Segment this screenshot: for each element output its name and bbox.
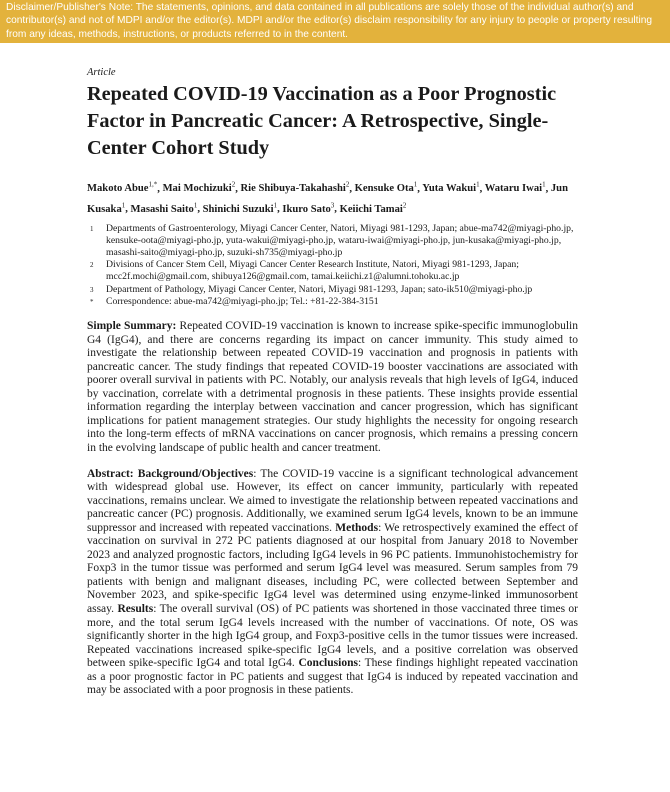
affiliation-item bbox=[87, 223, 578, 260]
author[interactable] bbox=[484, 180, 546, 195]
abstract-methods-heading: Methods bbox=[335, 521, 379, 534]
author-affiliation-marker: 1 bbox=[121, 201, 126, 210]
author[interactable] bbox=[339, 201, 407, 215]
author-name: Mai Mochizuki bbox=[162, 183, 232, 195]
affiliation-number: 2 bbox=[90, 261, 94, 270]
author-name: Ikuro Sato bbox=[282, 203, 331, 215]
author[interactable] bbox=[240, 180, 350, 195]
abstract-background-text: : The COVID-19 vaccine is a significant technological advancement with widespread global use. However, its effect on cancer immunity, particularly with repeated vaccinations, remains unclear. We aimed to investigate the relationship between repeated vaccinations and pancreatic cancer (PC) prognosis. Additionally, we examined serum IgG4 levels, known to be an immune suppressor and increased with repeated vaccinations. bbox=[87, 467, 579, 534]
article-page bbox=[87, 66, 578, 698]
author[interactable] bbox=[354, 180, 418, 195]
author-affiliation-marker: 1 bbox=[413, 180, 418, 189]
author-name: Rie Shibuya-Takahashi bbox=[240, 183, 346, 195]
affiliation-item bbox=[87, 259, 578, 283]
abstract-methods-text: : We retrospectively examined the effect of vaccination on survival in 272 PC patients diagnosed at our hospital from January 2018 to November 2023 and analyzed prognostic factors, including IgG4 levels in 96 PC patients. Immunohistochemistry for Foxp3 in the tumor tissue was performed and serum IgG4 level was measured. Serum samples from 79 patients with benign and malignant diseases, including PC, were collected between September and November 2023, and spike-specific IgG4 level was determined using enzyme-linked immunosorbent assay. bbox=[87, 521, 578, 616]
article-type-label: Article bbox=[87, 67, 116, 78]
author-affiliation-marker: 1,* bbox=[148, 180, 158, 189]
affiliation-number: * bbox=[90, 297, 94, 306]
simple-summary-text: Repeated COVID-19 vaccination is known to increase spike-specific immunoglobulin G4 (IgG4), and there are concerns regarding its impact on cancer immunity. This study aimed to investigate the relationship between repeated COVID-19 vaccination and prognosis in patients with pancreatic cancer. The study findings that repeated COVID-19 booster vaccinations are associated with poorer overall survival in patients with PC. Notably, our analysis reveals that high levels of IgG4, induced by vaccination, correlate with a detrimental prognosis in these patients. These insights provide essential information regarding the interplay between vaccination and cancer progression, which has significant implications for patient management strategies. Our study highlights the necessity for ongoing research into the long-term effects of mRNA vaccinations on cancer prognosis, which remains a pressing concern in the evolving landscape of public health and cancer treatment. bbox=[87, 320, 578, 455]
simple-summary bbox=[87, 320, 578, 455]
author-affiliation-marker: 2 bbox=[231, 180, 236, 189]
affiliation-list bbox=[87, 223, 578, 308]
author-name: Keiichi Tamai bbox=[339, 203, 403, 215]
author[interactable] bbox=[162, 180, 236, 195]
author-affiliation-marker: 1 bbox=[476, 180, 480, 189]
author-affiliation-marker: 2 bbox=[345, 180, 350, 189]
author[interactable] bbox=[130, 201, 198, 215]
affiliation-number: 1 bbox=[90, 224, 94, 233]
author-name: Yuta Wakui bbox=[422, 183, 477, 195]
abstract-heading: Abstract: bbox=[87, 467, 134, 480]
affiliation-number: 3 bbox=[90, 285, 94, 294]
publisher-disclaimer-banner bbox=[0, 0, 670, 43]
article-title: Repeated COVID-19 Vaccination as a Poor Prognostic Factor in Pancreatic Cancer: A Retrospective, Single-Center Cohort Study bbox=[87, 83, 557, 160]
author[interactable] bbox=[282, 201, 335, 215]
author-name: Shinichi Suzuki bbox=[202, 203, 274, 215]
author-name: Wataru Iwai bbox=[484, 183, 543, 195]
affiliation-item bbox=[87, 296, 578, 308]
author-affiliation-marker: 2 bbox=[402, 201, 407, 210]
abstract bbox=[87, 468, 578, 698]
affiliation-text: Correspondence: abue-ma742@miyagi-pho.jp; Tel.: +81-22-384-3151 bbox=[106, 295, 379, 307]
author[interactable] bbox=[422, 180, 480, 195]
abstract-results-heading: Results bbox=[117, 603, 154, 616]
abstract-background-heading: Background/Objectives bbox=[137, 467, 254, 480]
author[interactable] bbox=[202, 201, 278, 215]
author-name: Jun Kusaka bbox=[87, 183, 568, 215]
affiliation-item bbox=[87, 284, 578, 296]
affiliation-text: Divisions of Cancer Stem Cell, Miyagi Cancer Center Research Institute, Natori, Miyagi 981-1293, Japan; mcc2f.mochi@gmail.com, shibuya126@gmail.com, tamai.keiichi.z1@alumni.tohoku.ac.jp bbox=[106, 259, 519, 283]
abstract-conclusions-text: : These findings highlight repeated vaccination as a poor prognostic factor in PC patients and suggest that IgG4 is induced by repeated vaccination and may be associated with a poor prognosis in these patients. bbox=[87, 657, 578, 697]
author-name: Makoto Abue bbox=[87, 183, 149, 195]
author-list: Makoto Abue$^{1,*}$, Mai Mochizuki$^2$, Rie Shibuya-Takahashi$^2$, Kensuke Ota$^1$, Yuta Wakui$^1$, Wataru Iwai$^1$, Jun Kusaka$^1$, Masashi Saito$^1$, Shinichi Suzuki$^1$, Ikuro Sato$^3$, Keiichi Tamai$^2$ bbox=[87, 180, 568, 215]
author-affiliation-marker: 1 bbox=[273, 201, 278, 210]
abstract-results-text: : The overall survival (OS) of PC patients was shortened in those vaccinated three times or more, and the total serum IgG4 levels increased with the number of vaccinations. Of note, OS was significantly shorter in the high IgG4 group, and Foxp3-positive cells in the tumor tissues were increased. Repeated vaccinations increased spike-specific IgG4 levels, and a positive correlation was observed between spike-specific IgG4 and total IgG4. bbox=[87, 603, 579, 670]
author-name: Kensuke Ota bbox=[354, 183, 414, 195]
author-name: Masashi Saito bbox=[130, 203, 194, 215]
affiliation-text: Departments of Gastroenterology, Miyagi Cancer Center, Natori, Miyagi 981-1293, Japan; abue-ma742@miyagi-pho.jp, kensuke-oota@miyagi-pho.jp, yuta-wakui@miyagi-pho.jp, wataru-iwai@miyagi-pho.jp, jun-kusaka@miyagi-pho.jp, masashi-saito@miyagi-pho.jp, suzuki-sh735@miyagi-pho.jp bbox=[106, 222, 574, 259]
simple-summary-heading: Simple Summary: bbox=[87, 320, 177, 333]
author-affiliation-marker: 3 bbox=[330, 201, 335, 210]
author-affiliation-marker: 1 bbox=[193, 201, 198, 210]
affiliation-text: Department of Pathology, Miyagi Cancer Center, Natori, Miyagi 981-1293, Japan; sato-ik510@miyagi-pho.jp bbox=[106, 283, 533, 295]
author[interactable] bbox=[87, 180, 158, 195]
disclaimer-text: Disclaimer/Publisher's Note: The statements, opinions, and data contained in all publications are solely those of the individual author(s) and contributor(s) and not of MDPI and/or the editor(s). MDPI and/or the editor(s) disclaim responsibility for any injury to people or property resulting from any ideas, methods, instructions, or products referred to in the content. bbox=[6, 2, 653, 40]
abstract-conclusions-heading: Conclusions bbox=[298, 657, 358, 670]
author-affiliation-marker: 1 bbox=[542, 180, 546, 189]
